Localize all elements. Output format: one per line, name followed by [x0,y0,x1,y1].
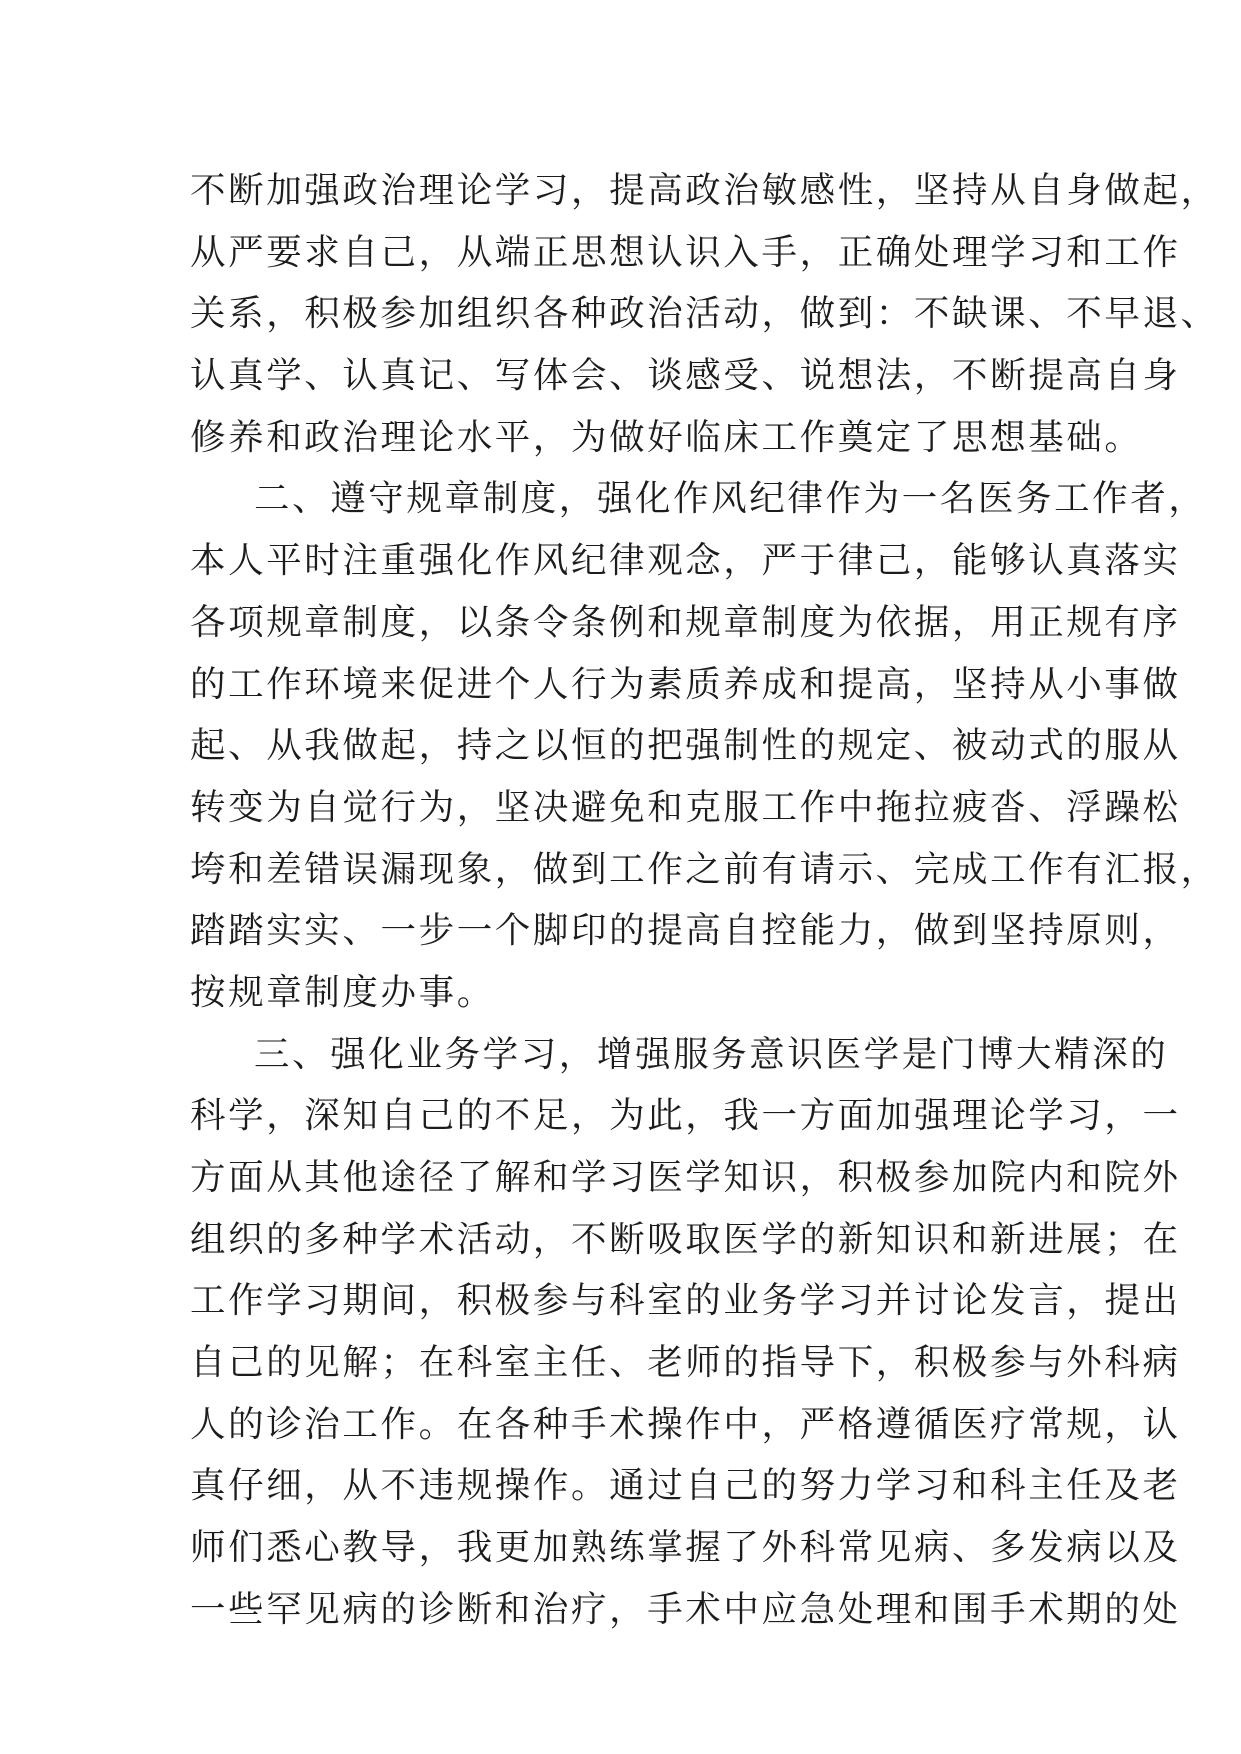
text-line: 组织的多种学术活动，不断吸取医学的新知识和新进展；在 [190,1218,1181,1260]
text-line: 的工作环境来促进个人行为素质养成和提高，坚持从小事做 [190,663,1181,705]
text-line: 各项规章制度，以条令条例和规章制度为依据，用正规有序 [190,601,1181,643]
text-line: 科学，深知自己的不足，为此，我一方面加强理论学习，一 [190,1095,1181,1137]
text-line: 踏踏实实、一步一个脚印的提高自控能力，做到坚持原则， [190,910,1181,952]
text-line: 不断加强政治理论学习，提高政治敏感性，坚持从自身做起， [190,170,1219,211]
paragraph-first-line: 三、强化业务学习，增强服务意识医学是门博大精深的 [254,1033,1169,1075]
text-line: 人的诊治工作。在各种手术操作中，严格遵循医疗常规，认 [190,1403,1181,1445]
text-line: 转变为自觉行为，坚决避免和克服工作中拖拉疲沓、浮躁松 [190,786,1181,828]
text-line: 修养和政治理论水平，为做好临床工作奠定了思想基础。 [190,416,1143,458]
text-line: 认真学、认真记、写体会、谈感受、说想法，不断提高自身 [190,355,1181,397]
paragraph-first-line: 二、遵守规章制度，强化作风纪律作为一名医务工作者， [254,478,1207,520]
text-line: 真仔细，从不违规操作。通过自己的努力学习和科主任及老 [190,1465,1181,1507]
document-body-text [190,160,1219,1641]
text-line: 按规章制度办事。 [190,971,495,1013]
text-line: 自己的见解；在科室主任、老师的指导下，积极参与外科病 [190,1342,1181,1384]
text-line: 垮和差错误漏现象，做到工作之前有请示、完成工作有汇报， [190,848,1219,890]
text-line: 本人平时注重强化作风纪律观念，严于律己，能够认真落实 [190,540,1181,582]
text-line: 师们悉心教导，我更加熟练掌握了外科常见病、多发病以及 [190,1527,1181,1569]
text-line: 从严要求自己，从端正思想认识入手，正确处理学习和工作 [190,231,1181,273]
text-line: 一些罕见病的诊断和治疗，手术中应急处理和围手术期的处 [190,1588,1181,1630]
text-line: 工作学习期间，积极参与科室的业务学习并讨论发言，提出 [190,1280,1181,1322]
text-line: 方面从其他途径了解和学习医学知识，积极参加院内和院外 [190,1157,1181,1198]
text-line: 关系，积极参加组织各种政治活动，做到：不缺课、不早退、 [190,293,1219,335]
text-line: 起、从我做起，持之以恒的把强制性的规定、被动式的服从 [190,725,1181,767]
